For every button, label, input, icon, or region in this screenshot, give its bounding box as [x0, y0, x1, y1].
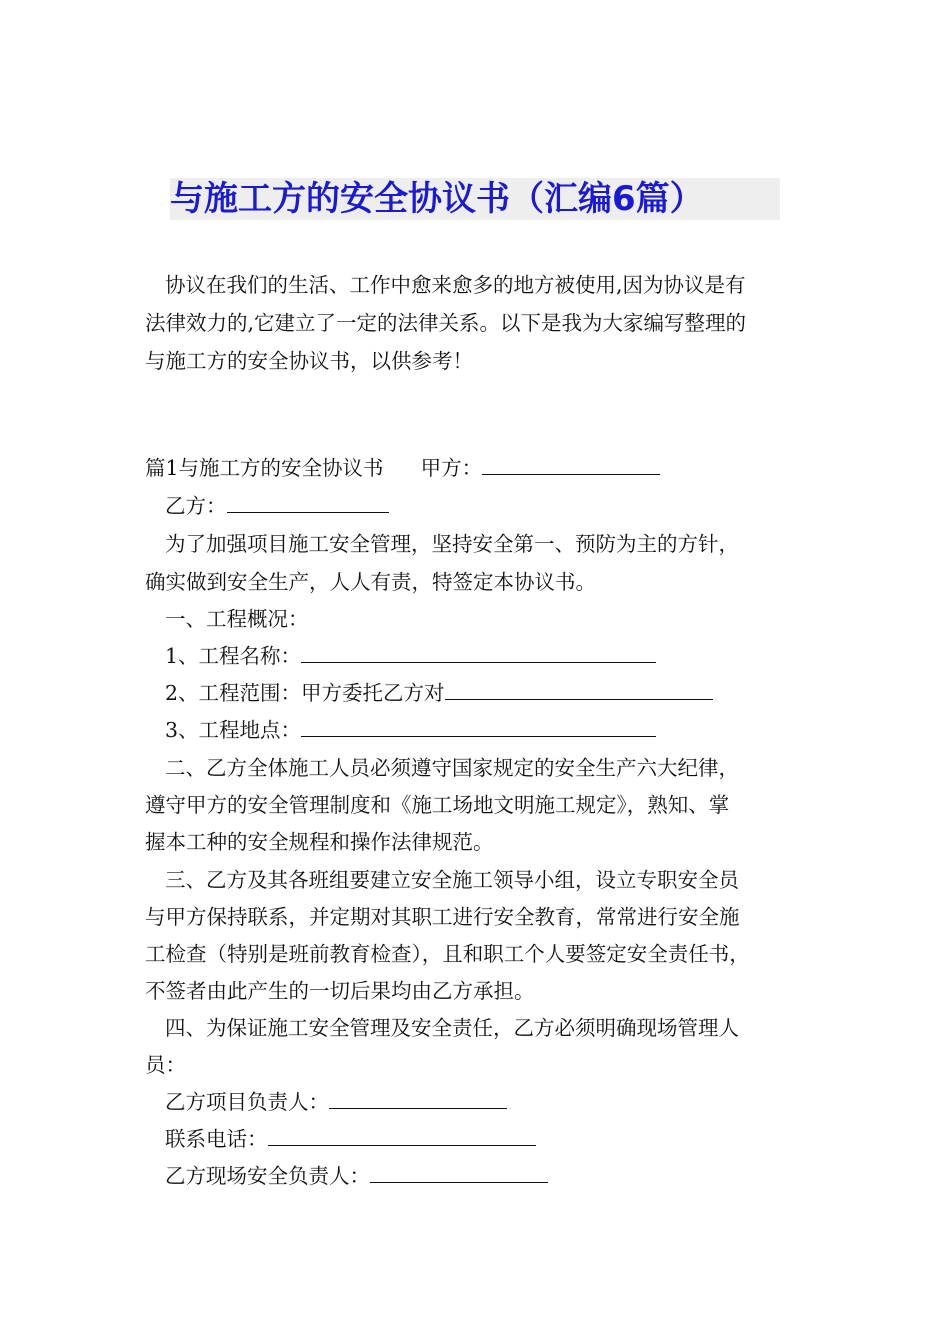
- item-2-line-2: 遵守甲方的安全管理制度和《施工场地文明施工规定》，熟知、掌: [145, 793, 730, 817]
- item-1-1-row: [165, 641, 656, 671]
- para1-line-2: 确实做到安全生产，人人有责，特签定本协议书。: [145, 570, 596, 594]
- document-title: 与施工方的安全协议书（汇编6篇）: [170, 178, 780, 220]
- item-1-3-row: [165, 715, 656, 745]
- item-1-3-label: 3、工程地点：: [165, 718, 302, 742]
- item-1-heading: 一、工程概况：: [165, 607, 309, 631]
- section-1-heading-row: [145, 453, 660, 483]
- safety-officer-row: [165, 1161, 548, 1191]
- item-1-1-label: 1、工程名称：: [165, 644, 302, 668]
- phone-label: 联系电话：: [165, 1127, 268, 1151]
- section-1-heading: 篇1与施工方的安全协议书: [145, 456, 384, 480]
- item-2-line-1: 二、乙方全体施工人员必须遵守国家规定的安全生产六大纪律，: [165, 756, 739, 780]
- party-a-label: 甲方：: [420, 456, 483, 480]
- party-b-row: [165, 491, 389, 521]
- leader-blank: [329, 1088, 507, 1109]
- project-name-blank: [301, 642, 656, 663]
- leader-label: 乙方项目负责人：: [165, 1090, 329, 1114]
- item-3-line-1: 三、乙方及其各班组要建立安全施工领导小组，设立专职安全员: [165, 868, 739, 892]
- item-1-2-label: 2、工程范围：甲方委托乙方对: [165, 681, 445, 705]
- item-3-line-2: 与甲方保持联系，并定期对其职工进行安全教育，常常进行安全施: [145, 905, 740, 929]
- safety-officer-blank: [370, 1162, 548, 1183]
- intro-line-1: 协议在我们的生活、工作中愈来愈多的地方被使用,因为协议是有: [165, 273, 746, 297]
- leader-row: [165, 1087, 507, 1117]
- item-4-line-2: 员：: [145, 1053, 186, 1077]
- item-1-2-row: [165, 678, 713, 708]
- item-4-line-1: 四、为保证施工安全管理及安全责任，乙方必须明确现场管理人: [165, 1016, 739, 1040]
- item-3-line-3: 工检查（特别是班前教育检查），且和职工个人要签定安全责任书，: [145, 942, 750, 966]
- party-b-blank: [227, 492, 389, 513]
- party-b-label: 乙方：: [165, 494, 227, 518]
- phone-blank: [268, 1125, 536, 1146]
- intro-line-2: 法律效力的,它建立了一定的法律关系。以下是我为大家编写整理的: [145, 311, 747, 335]
- para1-line-1: 为了加强项目施工安全管理，坚持安全第一、预防为主的方针，: [165, 532, 739, 556]
- project-location-blank: [301, 716, 656, 737]
- item-2-line-3: 握本工种的安全规程和操作法律规范。: [145, 830, 494, 854]
- party-a-blank: [482, 454, 660, 475]
- project-scope-blank: [445, 679, 713, 700]
- item-3-line-4: 不签者由此产生的一切后果均由乙方承担。: [145, 979, 535, 1003]
- safety-officer-label: 乙方现场安全负责人：: [165, 1164, 370, 1188]
- phone-row: [165, 1124, 536, 1154]
- intro-line-3: 与施工方的安全协议书，以供参考！: [145, 349, 473, 373]
